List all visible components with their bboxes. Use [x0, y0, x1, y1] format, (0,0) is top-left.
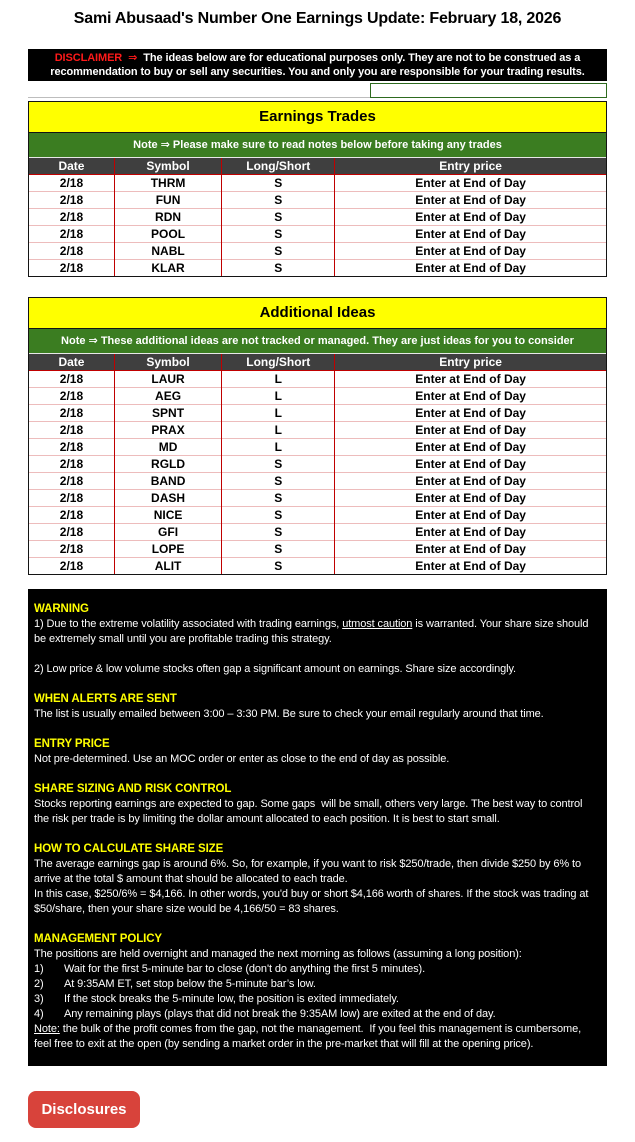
table-cell: 2/18 — [29, 541, 114, 558]
table-cell: Enter at End of Day — [335, 422, 606, 439]
table-cell: POOL — [114, 226, 221, 243]
table-cell: BAND — [114, 473, 221, 490]
column-header: Date — [29, 158, 114, 175]
table-cell: S — [222, 226, 335, 243]
table-row — [29, 371, 606, 388]
table-row — [29, 243, 606, 260]
table-cell: Enter at End of Day — [335, 243, 606, 260]
notes-paragraph — [34, 857, 600, 917]
table-cell: S — [222, 175, 335, 192]
table-row — [29, 422, 606, 439]
table-cell: L — [222, 439, 335, 456]
additional-ideas-title: Additional Ideas — [29, 298, 606, 329]
table-cell: 2/18 — [29, 226, 114, 243]
disclosures-button[interactable]: Disclosures — [28, 1091, 140, 1128]
table-header-row — [29, 354, 606, 371]
column-header: Long/Short — [222, 158, 335, 175]
notes-section — [34, 602, 600, 677]
table-cell: PRAX — [114, 422, 221, 439]
table-cell: S — [222, 209, 335, 226]
notes-section — [34, 692, 600, 722]
table-cell: ALIT — [114, 558, 221, 575]
table-cell: 2/18 — [29, 507, 114, 524]
column-header: Entry price — [335, 158, 606, 175]
table-row — [29, 226, 606, 243]
table-cell: 2/18 — [29, 524, 114, 541]
notes-section-heading: ENTRY PRICE — [34, 738, 110, 750]
table-cell: 2/18 — [29, 490, 114, 507]
table-cell: MD — [114, 439, 221, 456]
notes-line: 4) Any remaining plays (plays that did not break the 9:35AM low) are exited at the end of day. — [34, 1008, 496, 1020]
table-row — [29, 456, 606, 473]
table-cell: SPNT — [114, 405, 221, 422]
notes-paragraph — [34, 707, 600, 722]
table-cell: S — [222, 524, 335, 541]
table-row — [29, 388, 606, 405]
table-cell: Enter at End of Day — [335, 209, 606, 226]
table-cell: 2/18 — [29, 473, 114, 490]
table-cell: Enter at End of Day — [335, 260, 606, 277]
table-row — [29, 209, 606, 226]
table-cell: Enter at End of Day — [335, 371, 606, 388]
table-cell: KLAR — [114, 260, 221, 277]
notes-section — [34, 842, 600, 917]
table-cell: THRM — [114, 175, 221, 192]
table-cell: 2/18 — [29, 175, 114, 192]
table-cell: Enter at End of Day — [335, 541, 606, 558]
notes-section-heading: WARNING — [34, 603, 89, 615]
table-cell: Enter at End of Day — [335, 192, 606, 209]
table-cell: S — [222, 507, 335, 524]
notes-line: Stocks reporting earnings are expected to gap. Some gaps will be small, others very large. The best way to control the risk per trade is by limiting the dollar amount allocated to each position. It is best to start small. — [34, 798, 586, 825]
table-cell: 2/18 — [29, 422, 114, 439]
table-cell: Enter at End of Day — [335, 456, 606, 473]
disclaimer-bar — [28, 49, 607, 81]
table-cell: RDN — [114, 209, 221, 226]
notes-section-heading: MANAGEMENT POLICY — [34, 933, 162, 945]
table-cell: Enter at End of Day — [335, 388, 606, 405]
table-cell: Enter at End of Day — [335, 490, 606, 507]
table-cell: LOPE — [114, 541, 221, 558]
column-header: Symbol — [114, 158, 221, 175]
notes-paragraph — [34, 797, 600, 827]
disclaimer-label: DISCLAIMER — [54, 52, 123, 64]
table-row — [29, 490, 606, 507]
table-cell: 2/18 — [29, 388, 114, 405]
underlined-text: Note: — [34, 1023, 60, 1035]
table-cell: 2/18 — [29, 371, 114, 388]
additional-ideas-table — [29, 354, 606, 574]
gridline — [28, 96, 370, 98]
column-header: Long/Short — [222, 354, 335, 371]
table-cell: 2/18 — [29, 405, 114, 422]
table-cell: S — [222, 473, 335, 490]
table-row — [29, 175, 606, 192]
notes-paragraph — [34, 617, 600, 647]
column-header: Date — [29, 354, 114, 371]
selected-cell[interactable] — [370, 83, 607, 98]
disclaimer-text: The ideas below are for educational purposes only. They are not to be construed as a recommendation to buy or sell any securities. You and only you are responsible for your trading results. — [50, 52, 585, 78]
table-cell: S — [222, 456, 335, 473]
table-row — [29, 541, 606, 558]
table-header-row — [29, 158, 606, 175]
table-cell: 2/18 — [29, 456, 114, 473]
table-cell: DASH — [114, 490, 221, 507]
table-cell: GFI — [114, 524, 221, 541]
notes-section-heading: HOW TO CALCULATE SHARE SIZE — [34, 843, 224, 855]
table-cell: 2/18 — [29, 439, 114, 456]
additional-ideas-section — [28, 297, 607, 575]
table-row — [29, 192, 606, 209]
table-cell: 2/18 — [29, 558, 114, 575]
arrow-right-icon: ⇒ — [128, 52, 138, 64]
notes-section — [34, 932, 600, 1052]
table-row — [29, 260, 606, 277]
notes-line: The list is usually emailed between 3:00 – 3:30 PM. Be sure to check your email regularly around that time. — [34, 708, 544, 720]
notes-line: 2) At 9:35AM ET, set stop below the 5-minute bar’s low. — [34, 978, 316, 990]
column-header: Entry price — [335, 354, 606, 371]
notes-line: The positions are held overnight and managed the next morning as follows (assuming a long position): — [34, 948, 522, 960]
earnings-trades-title: Earnings Trades — [29, 102, 606, 133]
table-cell: LAUR — [114, 371, 221, 388]
notes-line — [34, 617, 600, 647]
notes-line — [34, 1022, 600, 1052]
table-cell: Enter at End of Day — [335, 405, 606, 422]
notes-paragraph — [34, 947, 600, 1052]
table-cell: NABL — [114, 243, 221, 260]
table-cell: L — [222, 405, 335, 422]
table-cell: L — [222, 388, 335, 405]
table-cell: 2/18 — [29, 243, 114, 260]
additional-ideas-note: Note ⇒ These additional ideas are not tracked or managed. They are just ideas for you to consider — [29, 329, 606, 354]
table-row — [29, 439, 606, 456]
table-cell: S — [222, 490, 335, 507]
notes-paragraph — [34, 662, 600, 677]
table-cell: S — [222, 243, 335, 260]
table-row — [29, 473, 606, 490]
text-segment: 1) Due to the extreme volatility associated with trading earnings, — [34, 618, 343, 630]
notes-line: In this case, $250/6% = $4,166. In other words, you'd buy or short $4,166 worth of shares. If the stock was trading at $50/share, then your share size would be 4,166/50 = 83 shares. — [34, 888, 592, 915]
table-cell: 2/18 — [29, 209, 114, 226]
table-cell: 2/18 — [29, 260, 114, 277]
text-segment: is warranted. Your share size should be extremely small until you are profitable trading this strategy. — [34, 618, 592, 645]
table-cell: Enter at End of Day — [335, 175, 606, 192]
table-cell: AEG — [114, 388, 221, 405]
column-header: Symbol — [114, 354, 221, 371]
earnings-trades-section — [28, 101, 607, 277]
table-cell: RGLD — [114, 456, 221, 473]
table-cell: 2/18 — [29, 192, 114, 209]
spreadsheet-gridline-row — [28, 81, 607, 98]
page-title: Sami Abusaad's Number One Earnings Update: February 18, 2026 — [73, 10, 562, 27]
notes-paragraph — [34, 752, 600, 767]
notes-section-heading: SHARE SIZING AND RISK CONTROL — [34, 783, 232, 795]
table-cell: Enter at End of Day — [335, 524, 606, 541]
underlined-text: utmost caution — [342, 618, 413, 630]
table-cell: S — [222, 558, 335, 575]
table-cell: L — [222, 422, 335, 439]
table-cell: Enter at End of Day — [335, 473, 606, 490]
notes-panel — [28, 589, 607, 1066]
table-cell: S — [222, 260, 335, 277]
table-cell: L — [222, 371, 335, 388]
notes-section — [34, 737, 600, 767]
table-cell: Enter at End of Day — [335, 507, 606, 524]
earnings-trades-table — [29, 158, 606, 276]
table-row — [29, 524, 606, 541]
table-row — [29, 558, 606, 575]
notes-section-heading: WHEN ALERTS ARE SENT — [34, 693, 177, 705]
table-row — [29, 405, 606, 422]
table-row — [29, 507, 606, 524]
table-cell: S — [222, 192, 335, 209]
table-cell: S — [222, 541, 335, 558]
table-cell: Enter at End of Day — [335, 439, 606, 456]
table-cell: Enter at End of Day — [335, 226, 606, 243]
table-cell: Enter at End of Day — [335, 558, 606, 575]
text-segment: the bulk of the profit comes from the gap, not the management. If you feel this management is cumbersome, feel free to exit at the open (by sending a market order in the pre-market that will fill at the opening price). — [34, 1023, 585, 1050]
earnings-trades-note: Note ⇒ Please make sure to read notes below before taking any trades — [29, 133, 606, 158]
notes-line: Not pre-determined. Use an MOC order or enter as close to the end of day as possible. — [34, 753, 450, 765]
table-cell: FUN — [114, 192, 221, 209]
notes-line: 2) Low price & low volume stocks often gap a significant amount on earnings. Share size accordingly. — [34, 663, 516, 675]
notes-line: The average earnings gap is around 6%. So, for example, if you want to risk $250/trade, then divide $250 by 6% to arrive at the total $ amount that should be allocated to each trade. — [34, 858, 584, 885]
table-cell: NICE — [114, 507, 221, 524]
notes-line: 3) If the stock breaks the 5-minute low, the position is exited immediately. — [34, 993, 399, 1005]
notes-line: 1) Wait for the first 5-minute bar to close (don't do anything the first 5 minutes). — [34, 963, 426, 975]
notes-section — [34, 782, 600, 827]
